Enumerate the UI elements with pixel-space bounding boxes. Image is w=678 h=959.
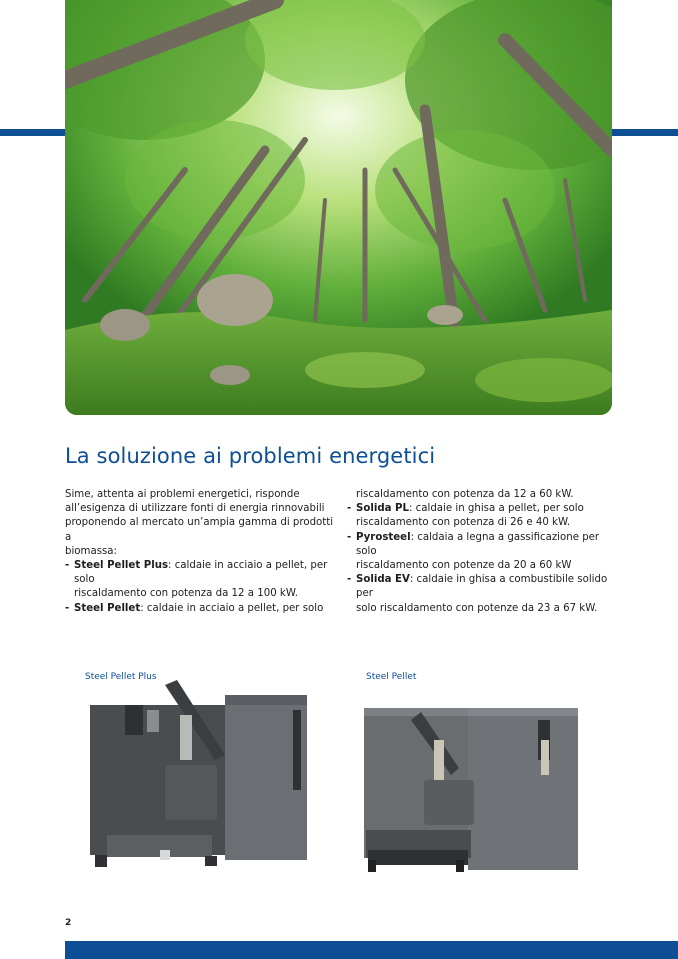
intro-line: proponendo al mercato un’ampia gamma di prodotti a bbox=[65, 517, 334, 543]
bullet-item bbox=[347, 502, 622, 516]
intro-line: all’esigenza di utilizzare fonti di energia rinnovabili bbox=[65, 503, 325, 515]
bullet-text: : caldaie in ghisa a pellet, per solo bbox=[409, 503, 584, 515]
bullet-product-name: Steel Pellet Plus bbox=[74, 560, 169, 572]
intro-line: Sime, attenta ai problemi energetici, risponde bbox=[65, 489, 300, 500]
bullet-continuation: riscaldamento con potenza da 12 a 60 kW. bbox=[356, 489, 574, 500]
text-column-left bbox=[65, 488, 340, 616]
bullet-item bbox=[65, 559, 340, 587]
bullet-text: : caldaia a legna a gassificazione per solo bbox=[356, 531, 600, 557]
bullet-item bbox=[347, 531, 622, 559]
bullet-product-name: Solida EV bbox=[356, 574, 410, 586]
steel-pellet-plus-boiler-image bbox=[85, 680, 317, 880]
bullet-item bbox=[65, 602, 340, 616]
bullet-continuation: solo riscaldamento con potenze da 23 a 67 kW. bbox=[356, 602, 598, 614]
blue-accent-bar-left bbox=[0, 129, 65, 136]
bullet-dash: - bbox=[347, 531, 352, 543]
bullet-text: : caldaie in acciaio a pellet, per solo bbox=[74, 560, 328, 586]
blue-footer-bar bbox=[65, 941, 678, 959]
bullet-dash: - bbox=[347, 574, 352, 586]
blue-accent-bar-right bbox=[612, 129, 678, 136]
bullet-text: : caldaie in ghisa a combustibile solido per bbox=[356, 574, 608, 600]
bullet-continuation: riscaldamento con potenza da 12 a 100 kW. bbox=[74, 588, 298, 600]
product-caption-steel-pellet-plus: Steel Pellet Plus bbox=[85, 672, 157, 682]
bullet-product-name: Solida PL bbox=[356, 503, 409, 515]
page-heading: La soluzione ai problemi energetici bbox=[65, 444, 436, 468]
bullet-product-name: Pyrosteel bbox=[356, 531, 411, 543]
bullet-continuation: riscaldamento con potenze da 20 a 60 kW bbox=[356, 560, 572, 572]
bullet-text: : caldaie in acciaio a pellet, per solo bbox=[140, 602, 324, 614]
bullet-dash: - bbox=[65, 560, 70, 572]
bullet-item bbox=[347, 573, 622, 601]
product-caption-steel-pellet: Steel Pellet bbox=[366, 672, 417, 682]
bullet-dash: - bbox=[65, 602, 70, 614]
bullet-dash: - bbox=[347, 503, 352, 515]
steel-pellet-boiler-image bbox=[356, 700, 588, 905]
hero-forest-image bbox=[65, 0, 612, 415]
page-number: 2 bbox=[65, 918, 72, 928]
intro-line: biomassa: bbox=[65, 545, 117, 557]
text-column-right bbox=[347, 488, 622, 616]
bullet-continuation: riscaldamento con potenza di 26 e 40 kW. bbox=[356, 517, 571, 529]
bullet-product-name: Steel Pellet bbox=[74, 602, 141, 614]
